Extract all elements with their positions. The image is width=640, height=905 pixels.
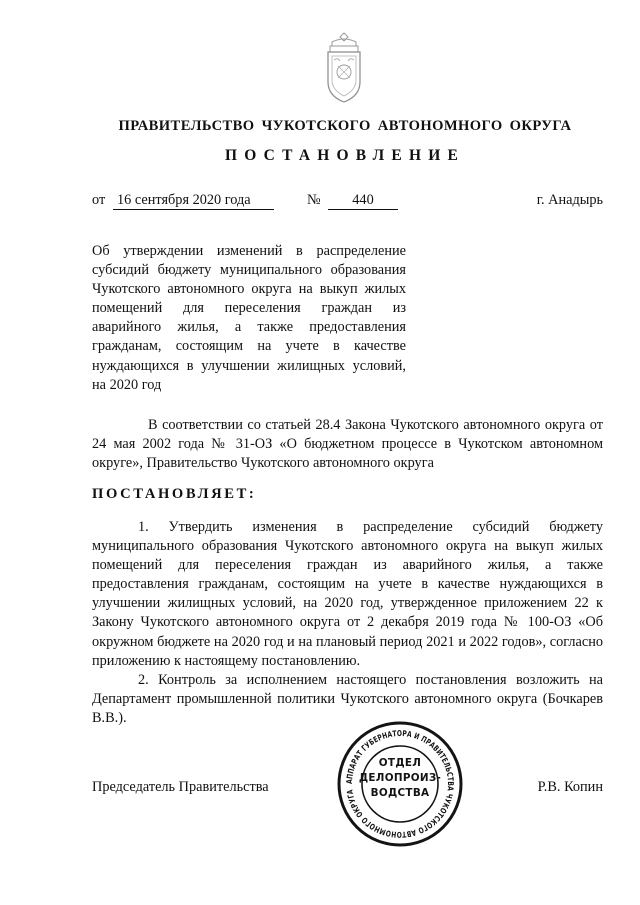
signer-name: Р.В. Копин <box>537 779 603 795</box>
stamp-center-text <box>336 756 464 800</box>
document-meta-row <box>0 191 640 211</box>
signer-title: Председатель Правительства <box>92 779 269 795</box>
stamp-ring-text: АППАРАТ ГУБЕРНАТОРА И ПРАВИТЕЛЬСТВА ЧУКОТСКОГО АВТОНОМНОГО ОКРУГА <box>344 728 456 840</box>
decree-heading: ПОСТАНОВЛЯЕТ: <box>92 486 257 502</box>
decree-item-2: 2. Контроль за исполнением настоящего постановления возложить на Департамент промышленной политики Чукотского автономного округа (Бочкарев В.В.). <box>92 671 603 726</box>
stamp-line-1: ОТДЕЛ <box>378 757 422 769</box>
stamp-line-3: ВОДСТВА <box>370 786 430 799</box>
document-type: ПОСТАНОВЛЕНИЕ <box>224 147 466 164</box>
government-title: ПРАВИТЕЛЬСТВО ЧУКОТСКОГО АВТОНОМНОГО ОКРУГА <box>118 118 572 134</box>
document-city: г. Анадырь <box>536 192 603 208</box>
number-sign: № <box>307 192 321 208</box>
preamble-paragraph: В соответствии со статьей 28.4 Закона Чукотского автономного округа от 24 мая 2002 года № 31-ОЗ «О бюджетном процессе в Чукотском автономном округе», Правительство Чукотского автономного округа <box>92 417 603 472</box>
document-subject: Об утверждении изменений в распределение субсидий бюджету муниципального образования Чукотского автономного округа на выкуп жилых помещений для переселения граждан из аварийного жилья, а также предоставления гражданам, состоящим на учете в качестве нуждающихся в улучшении жилищных условий, на 2020 год <box>92 243 406 393</box>
decree-item-1: 1. Утвердить изменения в распределение субсидий бюджету муниципального образования Чукотского автономного округа на выкуп жилых помещений для переселения граждан из аварийного жилья, а также предоставления гражданам, состоящим на учете в качестве нуждающихся в улучшении жилищных условий, на 2020 год, утвержденное приложением 22 к Закону Чукотского автономного округа от 2 декабря 2019 года № 100-ОЗ «Об окружном бюджете на 2020 год и на плановый период 2021 и 2022 годов», согласно приложению к настоящему постановлению. <box>92 519 603 669</box>
document-number: 440 <box>328 191 398 210</box>
stamp-line-2: ДЕЛОПРОИЗ- <box>358 771 442 784</box>
office-stamp <box>336 720 464 848</box>
chukotka-coat-of-arms-icon <box>316 30 372 104</box>
date-prefix: от <box>92 192 106 208</box>
decree-items <box>92 518 603 728</box>
document-date: 16 сентября 2020 года <box>113 191 274 210</box>
